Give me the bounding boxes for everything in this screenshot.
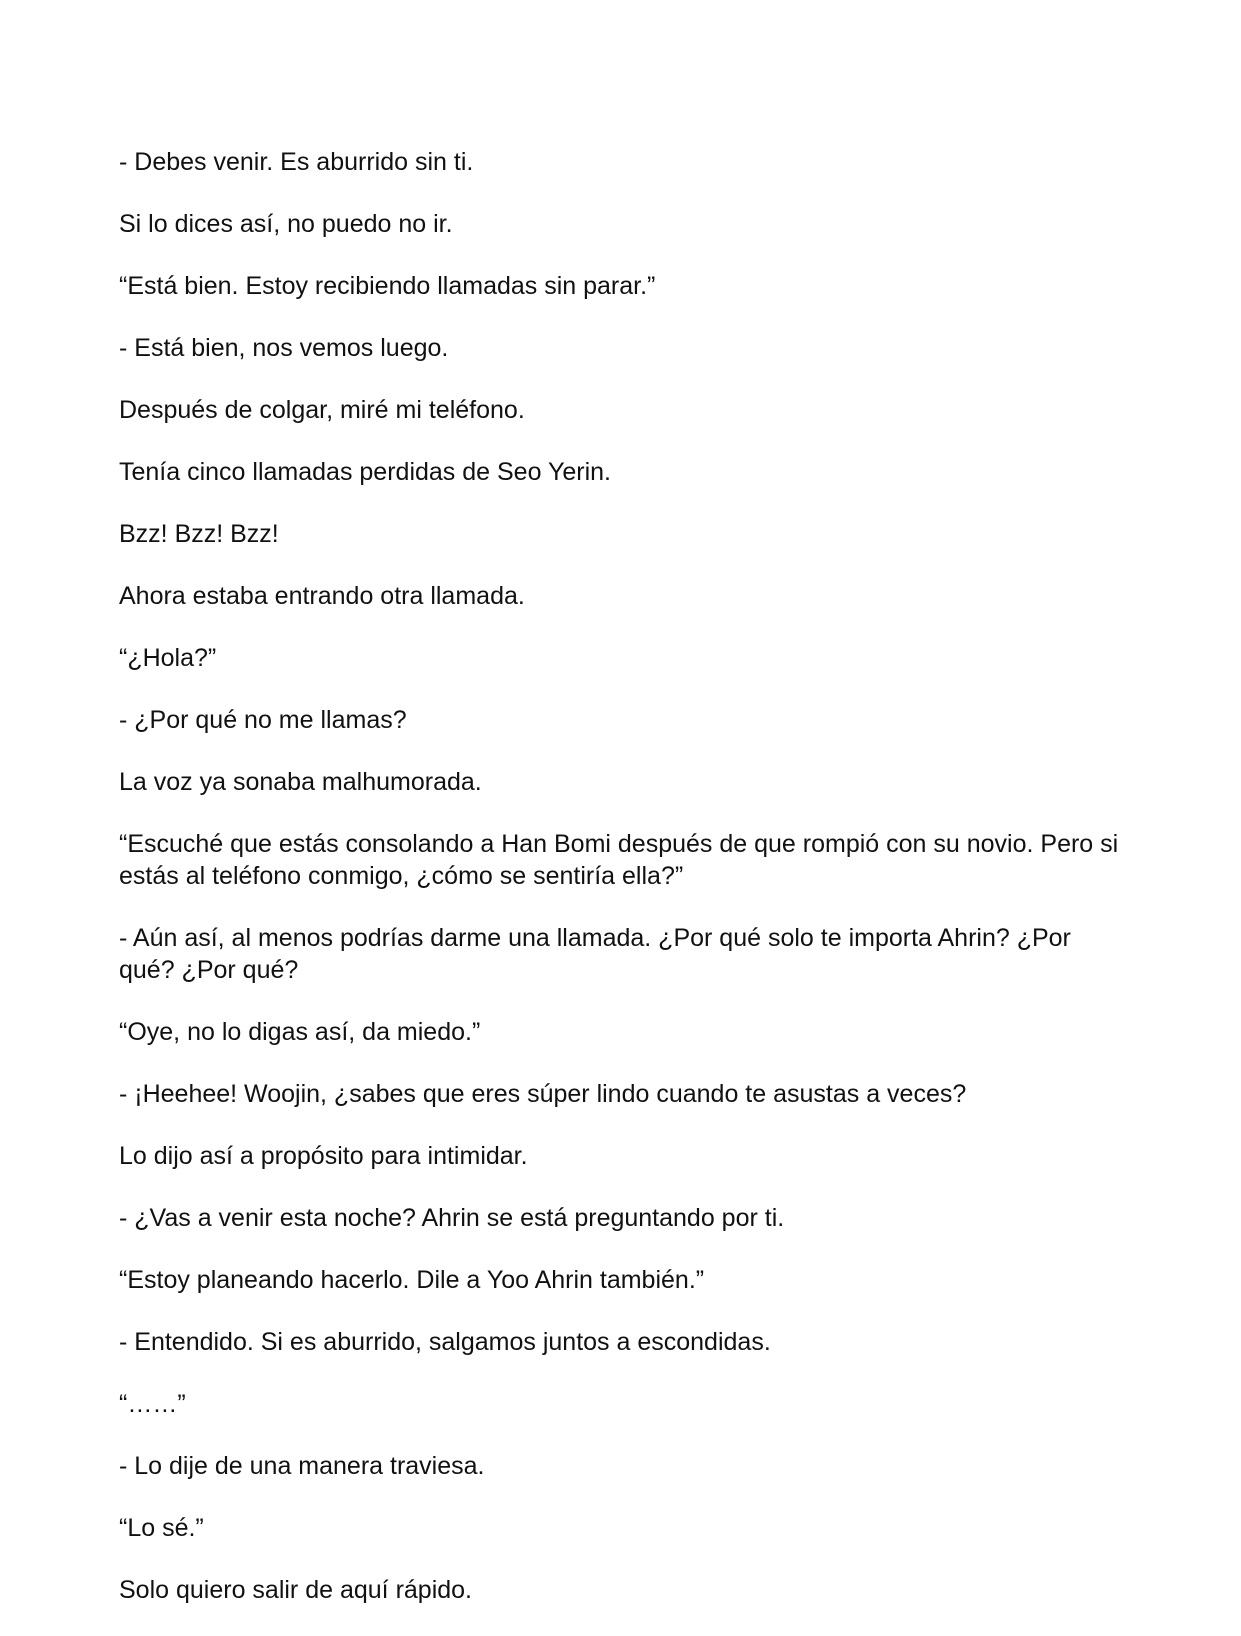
paragraph: “Estoy planeando hacerlo. Dile a Yoo Ahrin también.” xyxy=(119,1266,705,1294)
paragraph: Ahora estaba entrando otra llamada. xyxy=(119,582,525,610)
paragraph: - Está bien, nos vemos luego. xyxy=(119,334,449,362)
paragraph: Lo dijo así a propósito para intimidar. xyxy=(119,1142,528,1170)
paragraph: “Está bien. Estoy recibiendo llamadas sin parar.” xyxy=(119,272,656,300)
paragraph: “¿Hola?” xyxy=(119,644,217,672)
paragraph: Si lo dices así, no puedo no ir. xyxy=(119,210,453,238)
paragraph: - Aún así, al menos podrías darme una llamada. ¿Por qué solo te importa Ahrin? ¿Por qué? ¿Por qué? xyxy=(119,924,1071,984)
paragraph: - ¿Por qué no me llamas? xyxy=(119,706,407,734)
paragraph: Bzz! Bzz! Bzz! xyxy=(119,520,279,548)
paragraph: La voz ya sonaba malhumorada. xyxy=(119,768,482,796)
paragraph: - Debes venir. Es aburrido sin ti. xyxy=(119,148,474,176)
paragraph: - Lo dije de una manera traviesa. xyxy=(119,1452,485,1480)
paragraph: - ¿Vas a venir esta noche? Ahrin se está preguntando por ti. xyxy=(119,1204,785,1232)
paragraph: Solo quiero salir de aquí rápido. xyxy=(119,1576,473,1604)
paragraph: Tenía cinco llamadas perdidas de Seo Yerin. xyxy=(119,458,611,486)
paragraph: “……” xyxy=(119,1390,186,1418)
paragraph: “Oye, no lo digas así, da miedo.” xyxy=(119,1018,481,1046)
document-body xyxy=(119,146,1129,1636)
paragraph: Después de colgar, miré mi teléfono. xyxy=(119,396,525,424)
paragraph: - ¡Heehee! Woojin, ¿sabes que eres súper lindo cuando te asustas a veces? xyxy=(119,1080,967,1108)
paragraph: - Entendido. Si es aburrido, salgamos juntos a escondidas. xyxy=(119,1328,771,1356)
paragraph: “Lo sé.” xyxy=(119,1514,204,1542)
paragraph: “Escuché que estás consolando a Han Bomi después de que rompió con su novio. Pero si estás al teléfono conmigo, ¿cómo se sentiría ella?” xyxy=(119,830,1119,890)
